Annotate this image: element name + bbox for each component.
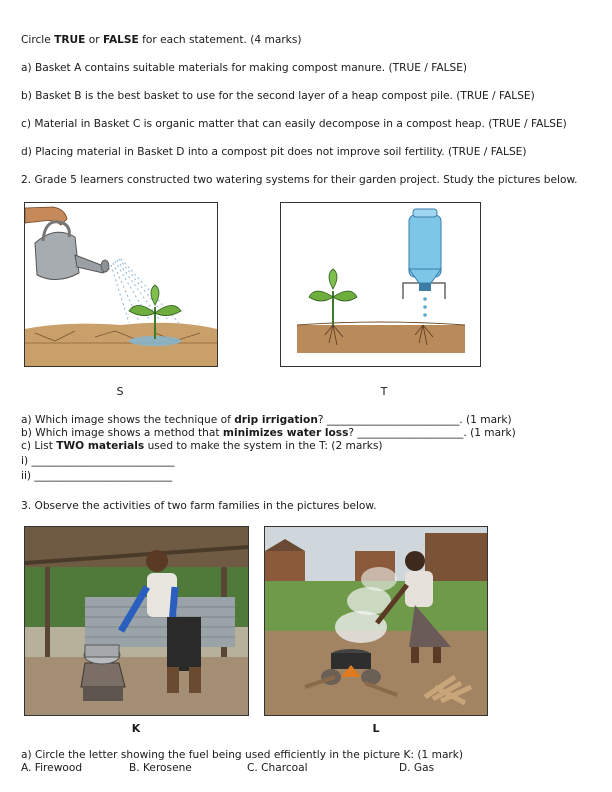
label-s: S — [116, 385, 124, 398]
option-c[interactable]: C. Charcoal — [247, 762, 308, 774]
q2-stem: 2. Grade 5 learners constructed two watering systems for their garden project. Study the pictures below. — [21, 174, 578, 186]
q2-a-keyword: drip irrigation — [234, 414, 318, 426]
q2-c-text: c) List — [21, 440, 57, 452]
q1-true-word: TRUE — [54, 34, 86, 46]
q2-c-text-end: used to make the system in the T: (2 marks) — [144, 440, 383, 452]
q1-instruction — [21, 34, 301, 47]
q2-question-b — [21, 427, 516, 440]
q2-b-keyword: minimizes water loss — [222, 427, 349, 439]
q3-stem: 3. Observe the activities of two farm families in the pictures below. — [21, 500, 377, 512]
q1-statement-b: b) Basket B is the best basket to use for the second layer of a heap compost pile. (TRUE / FALSE) — [21, 90, 535, 102]
q2-a-answer-line[interactable]: ? _________________________. (1 mark) — [317, 414, 512, 426]
q2-question-a — [21, 414, 512, 427]
q1-statement-a: a) Basket A contains suitable materials for making compost manure. (TRUE / FALSE) — [21, 62, 468, 74]
q1-statement-c: c) Material in Basket C is organic matter that can easily decompose in a compost heap. (TRUE / FALSE) — [21, 118, 567, 130]
option-d[interactable]: D. Gas — [399, 762, 435, 774]
watering-can-picture — [24, 202, 218, 367]
q2-c-keyword: TWO materials — [56, 440, 145, 452]
q2-b-answer-line[interactable]: ? ____________________. (1 mark) — [348, 427, 516, 439]
drip-bottle-picture — [280, 202, 481, 367]
label-l: L — [372, 722, 380, 735]
label-k: K — [131, 722, 141, 735]
q2-question-c — [21, 440, 383, 453]
option-a[interactable]: A. Firewood — [21, 762, 83, 774]
q2-answer-ii[interactable]: ii) __________________________ — [21, 470, 173, 482]
q1-statement-d: d) Placing material in Basket D into a compost pit does not improve soil fertility. (TRUE / FALSE) — [21, 146, 527, 158]
cookstove-illustration — [25, 527, 248, 715]
open-fire-photo — [264, 526, 488, 716]
q2-b-text: b) Which image shows a method that — [21, 427, 223, 439]
q2-answer-i[interactable]: i) ___________________________ — [21, 455, 175, 467]
q1-instruction-text: Circle — [21, 34, 55, 46]
drip-bottle-illustration — [281, 203, 480, 366]
option-b[interactable]: B. Kerosene — [129, 762, 192, 774]
watering-can-illustration — [25, 203, 217, 366]
q3-options — [21, 762, 521, 776]
q2-a-text: a) Which image shows the technique of — [21, 414, 235, 426]
q1-or-text: or — [85, 34, 103, 46]
q1-instruction-end: for each statement. (4 marks) — [138, 34, 302, 46]
cookstove-photo — [24, 526, 249, 716]
q1-false-word: FALSE — [102, 34, 139, 46]
open-fire-illustration — [265, 527, 487, 715]
label-t: T — [380, 385, 388, 398]
q3-question-a: a) Circle the letter showing the fuel being used efficiently in the picture K: (1 mark) — [21, 749, 464, 761]
